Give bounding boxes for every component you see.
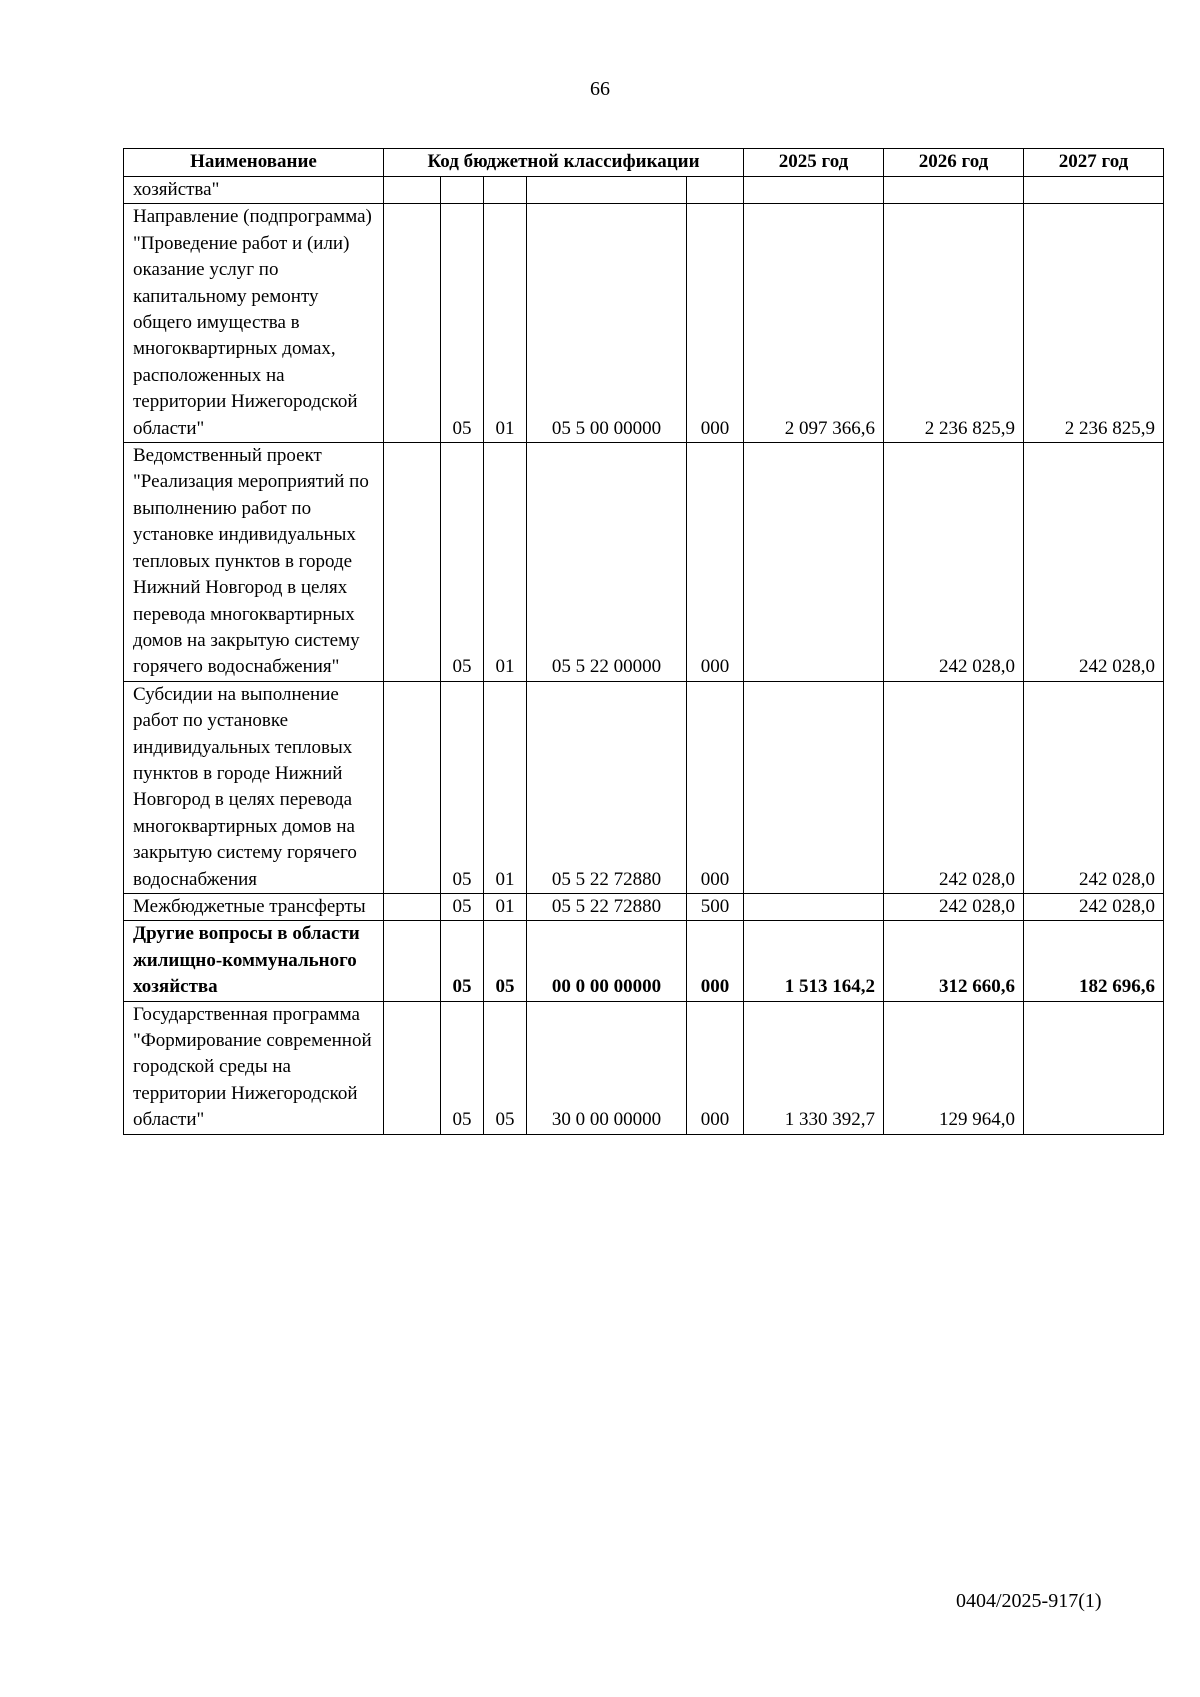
code-section: 05 xyxy=(441,893,484,920)
code-target: 00 0 00 00000 xyxy=(527,921,687,1001)
document-code: 0404/2025-917(1) xyxy=(956,1590,1102,1612)
row-name: Государственная программа "Формирование современной городской среды на территории Нижегородской области" xyxy=(124,1001,384,1134)
row-name: Субсидии на выполнение работ по установке индивидуальных тепловых пунктов в городе Нижний Новгород в целях перевода многоквартирных домов на закрытую систему горячего водоснабжения xyxy=(124,681,384,893)
value-2025 xyxy=(744,177,884,204)
value-2025 xyxy=(744,681,884,893)
code-target: 05 5 22 72880 xyxy=(527,681,687,893)
row-name: Межбюджетные трансферты xyxy=(124,893,384,920)
header-2026: 2026 год xyxy=(884,149,1024,177)
code-expense-type xyxy=(687,177,744,204)
code-target: 05 5 00 00000 xyxy=(527,204,687,443)
code-section: 05 xyxy=(441,921,484,1001)
value-2025 xyxy=(744,443,884,682)
code-expense-type: 500 xyxy=(687,893,744,920)
value-2027: 242 028,0 xyxy=(1024,681,1164,893)
header-code: Код бюджетной классификации xyxy=(384,149,744,177)
code-part-1 xyxy=(384,893,441,920)
code-subsection xyxy=(484,177,527,204)
header-2027: 2027 год xyxy=(1024,149,1164,177)
table-row xyxy=(124,893,1164,920)
value-2026: 2 236 825,9 xyxy=(884,204,1024,443)
row-name: Ведомственный проект "Реализация мероприятий по выполнению работ по установке индивидуальных тепловых пунктов в городе Нижний Новгород в целях перевода многоквартирных домов на закрытую систему горячего водоснабжения" xyxy=(124,443,384,682)
page-number: 66 xyxy=(590,78,610,100)
table-row xyxy=(124,681,1164,893)
code-subsection: 01 xyxy=(484,893,527,920)
code-subsection: 01 xyxy=(484,443,527,682)
value-2027 xyxy=(1024,1001,1164,1134)
code-subsection: 05 xyxy=(484,1001,527,1134)
value-2026: 242 028,0 xyxy=(884,681,1024,893)
value-2027: 2 236 825,9 xyxy=(1024,204,1164,443)
table-header-row xyxy=(124,149,1164,177)
code-subsection: 01 xyxy=(484,204,527,443)
table-row xyxy=(124,443,1164,682)
value-2025: 1 513 164,2 xyxy=(744,921,884,1001)
value-2025: 1 330 392,7 xyxy=(744,1001,884,1134)
row-name: хозяйства" xyxy=(124,177,384,204)
code-target: 05 5 22 72880 xyxy=(527,893,687,920)
code-part-1 xyxy=(384,921,441,1001)
code-expense-type: 000 xyxy=(687,204,744,443)
value-2027 xyxy=(1024,177,1164,204)
value-2026: 129 964,0 xyxy=(884,1001,1024,1134)
value-2026 xyxy=(884,177,1024,204)
code-section xyxy=(441,177,484,204)
code-section: 05 xyxy=(441,443,484,682)
code-part-1 xyxy=(384,1001,441,1134)
header-2025: 2025 год xyxy=(744,149,884,177)
code-section: 05 xyxy=(441,204,484,443)
value-2025 xyxy=(744,893,884,920)
code-subsection: 05 xyxy=(484,921,527,1001)
value-2027: 242 028,0 xyxy=(1024,893,1164,920)
code-expense-type: 000 xyxy=(687,681,744,893)
value-2027: 182 696,6 xyxy=(1024,921,1164,1001)
code-expense-type: 000 xyxy=(687,1001,744,1134)
row-name: Направление (подпрограмма) "Проведение работ и (или) оказание услуг по капитальному ремонту общего имущества в многоквартирных домах, расположенных на территории Нижегородской области" xyxy=(124,204,384,443)
value-2026: 242 028,0 xyxy=(884,893,1024,920)
table-row-section xyxy=(124,921,1164,1001)
code-part-1 xyxy=(384,443,441,682)
budget-table xyxy=(123,148,1164,1135)
code-target xyxy=(527,177,687,204)
code-expense-type: 000 xyxy=(687,921,744,1001)
value-2027: 242 028,0 xyxy=(1024,443,1164,682)
code-part-1 xyxy=(384,204,441,443)
value-2026: 242 028,0 xyxy=(884,443,1024,682)
code-part-1 xyxy=(384,177,441,204)
code-subsection: 01 xyxy=(484,681,527,893)
table-row xyxy=(124,204,1164,443)
code-part-1 xyxy=(384,681,441,893)
row-name: Другие вопросы в области жилищно-коммунального хозяйства xyxy=(124,921,384,1001)
value-2026: 312 660,6 xyxy=(884,921,1024,1001)
code-target: 30 0 00 00000 xyxy=(527,1001,687,1134)
code-section: 05 xyxy=(441,1001,484,1134)
code-target: 05 5 22 00000 xyxy=(527,443,687,682)
code-section: 05 xyxy=(441,681,484,893)
header-name: Наименование xyxy=(124,149,384,177)
table-row xyxy=(124,1001,1164,1134)
table-row xyxy=(124,177,1164,204)
value-2025: 2 097 366,6 xyxy=(744,204,884,443)
code-expense-type: 000 xyxy=(687,443,744,682)
